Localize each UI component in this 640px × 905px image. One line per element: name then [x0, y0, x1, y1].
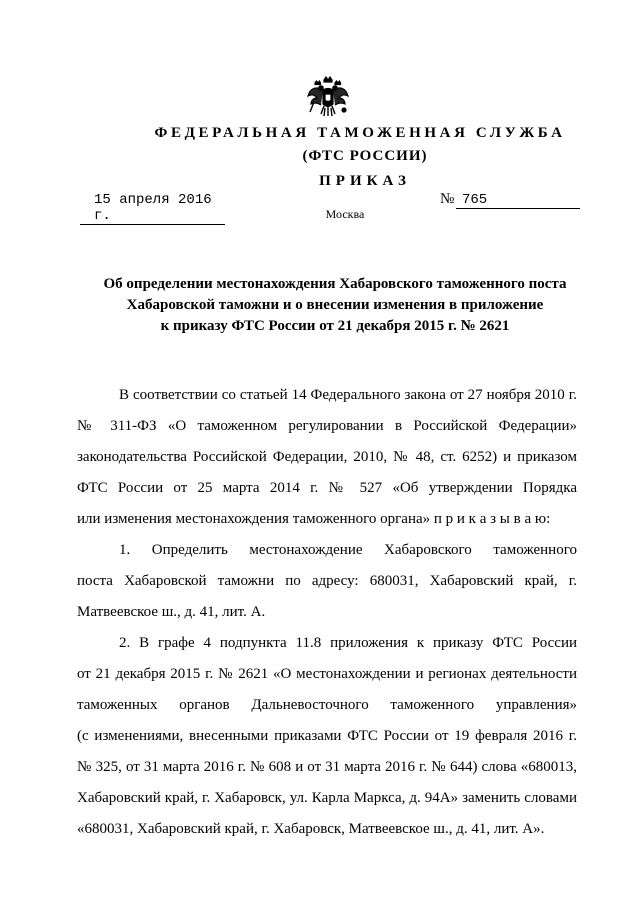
document-type: ПРИКАЗ: [319, 173, 411, 189]
body-line: № 311-ФЗ «О таможенном регулировании в Российской Федерации»: [77, 418, 577, 434]
title-line: Хабаровской таможни и о внесении изменения в приложение: [126, 297, 544, 313]
title-line: Об определении местонахождения Хабаровского таможенного поста: [103, 276, 567, 292]
agency-short-name: (ФТС РОССИИ): [302, 148, 428, 164]
body-line: (с изменениями, внесенными приказами ФТС России от 19 февраля 2016 г.: [77, 728, 577, 744]
body-line: 2. В графе 4 подпункта 11.8 приложения к приказу ФТС России: [119, 635, 577, 651]
agency-name: ФЕДЕРАЛЬНАЯ ТАМОЖЕННАЯ СЛУЖБА: [154, 125, 566, 141]
body-line: ФТС России от 25 марта 2014 г. № 527 «Об утверждении Порядка: [77, 480, 577, 496]
document-body: [77, 380, 577, 845]
body-line: или изменения местонахождения таможенного органа» п р и к а з ы в а ю:: [77, 511, 551, 527]
body-line: таможенных органов Дальневосточного таможенного управления»: [77, 697, 577, 713]
body-line: 1. Определить местонахождение Хабаровского таможенного: [119, 542, 577, 558]
coat-of-arms-icon: [306, 74, 350, 120]
body-line: от 21 декабря 2015 г. № 2621 «О местонахождении и регионах деятельности: [77, 666, 577, 682]
order-number: 765: [456, 192, 580, 209]
body-line: В соответствии со статьей 14 Федерального закона от 27 ноября 2010 г.: [119, 387, 577, 403]
number-sign: №: [440, 191, 455, 207]
body-line: «680031, Хабаровский край, г. Хабаровск, Матвеевское ш., д. 41, лит. А».: [77, 821, 545, 837]
body-line: Матвеевское ш., д. 41, лит. А.: [77, 604, 266, 620]
document-title: [100, 274, 570, 337]
city: Москва: [325, 207, 365, 221]
order-date: 15 апреля 2016 г.: [80, 192, 225, 225]
body-line: Хабаровский край, г. Хабаровск, ул. Карла Маркса, д. 94А» заменить словами: [77, 790, 577, 806]
title-line: к приказу ФТС России от 21 декабря 2015 г. № 2621: [160, 318, 510, 334]
body-line: № 325, от 31 марта 2016 г. № 608 и от 31 марта 2016 г. № 644) слова «680013,: [77, 759, 577, 775]
body-line: законодательства Российской Федерации, 2010, № 48, ст. 6252) и приказом: [77, 449, 577, 465]
body-line: поста Хабаровской таможни по адресу: 680031, Хабаровский край, г.: [77, 573, 577, 589]
